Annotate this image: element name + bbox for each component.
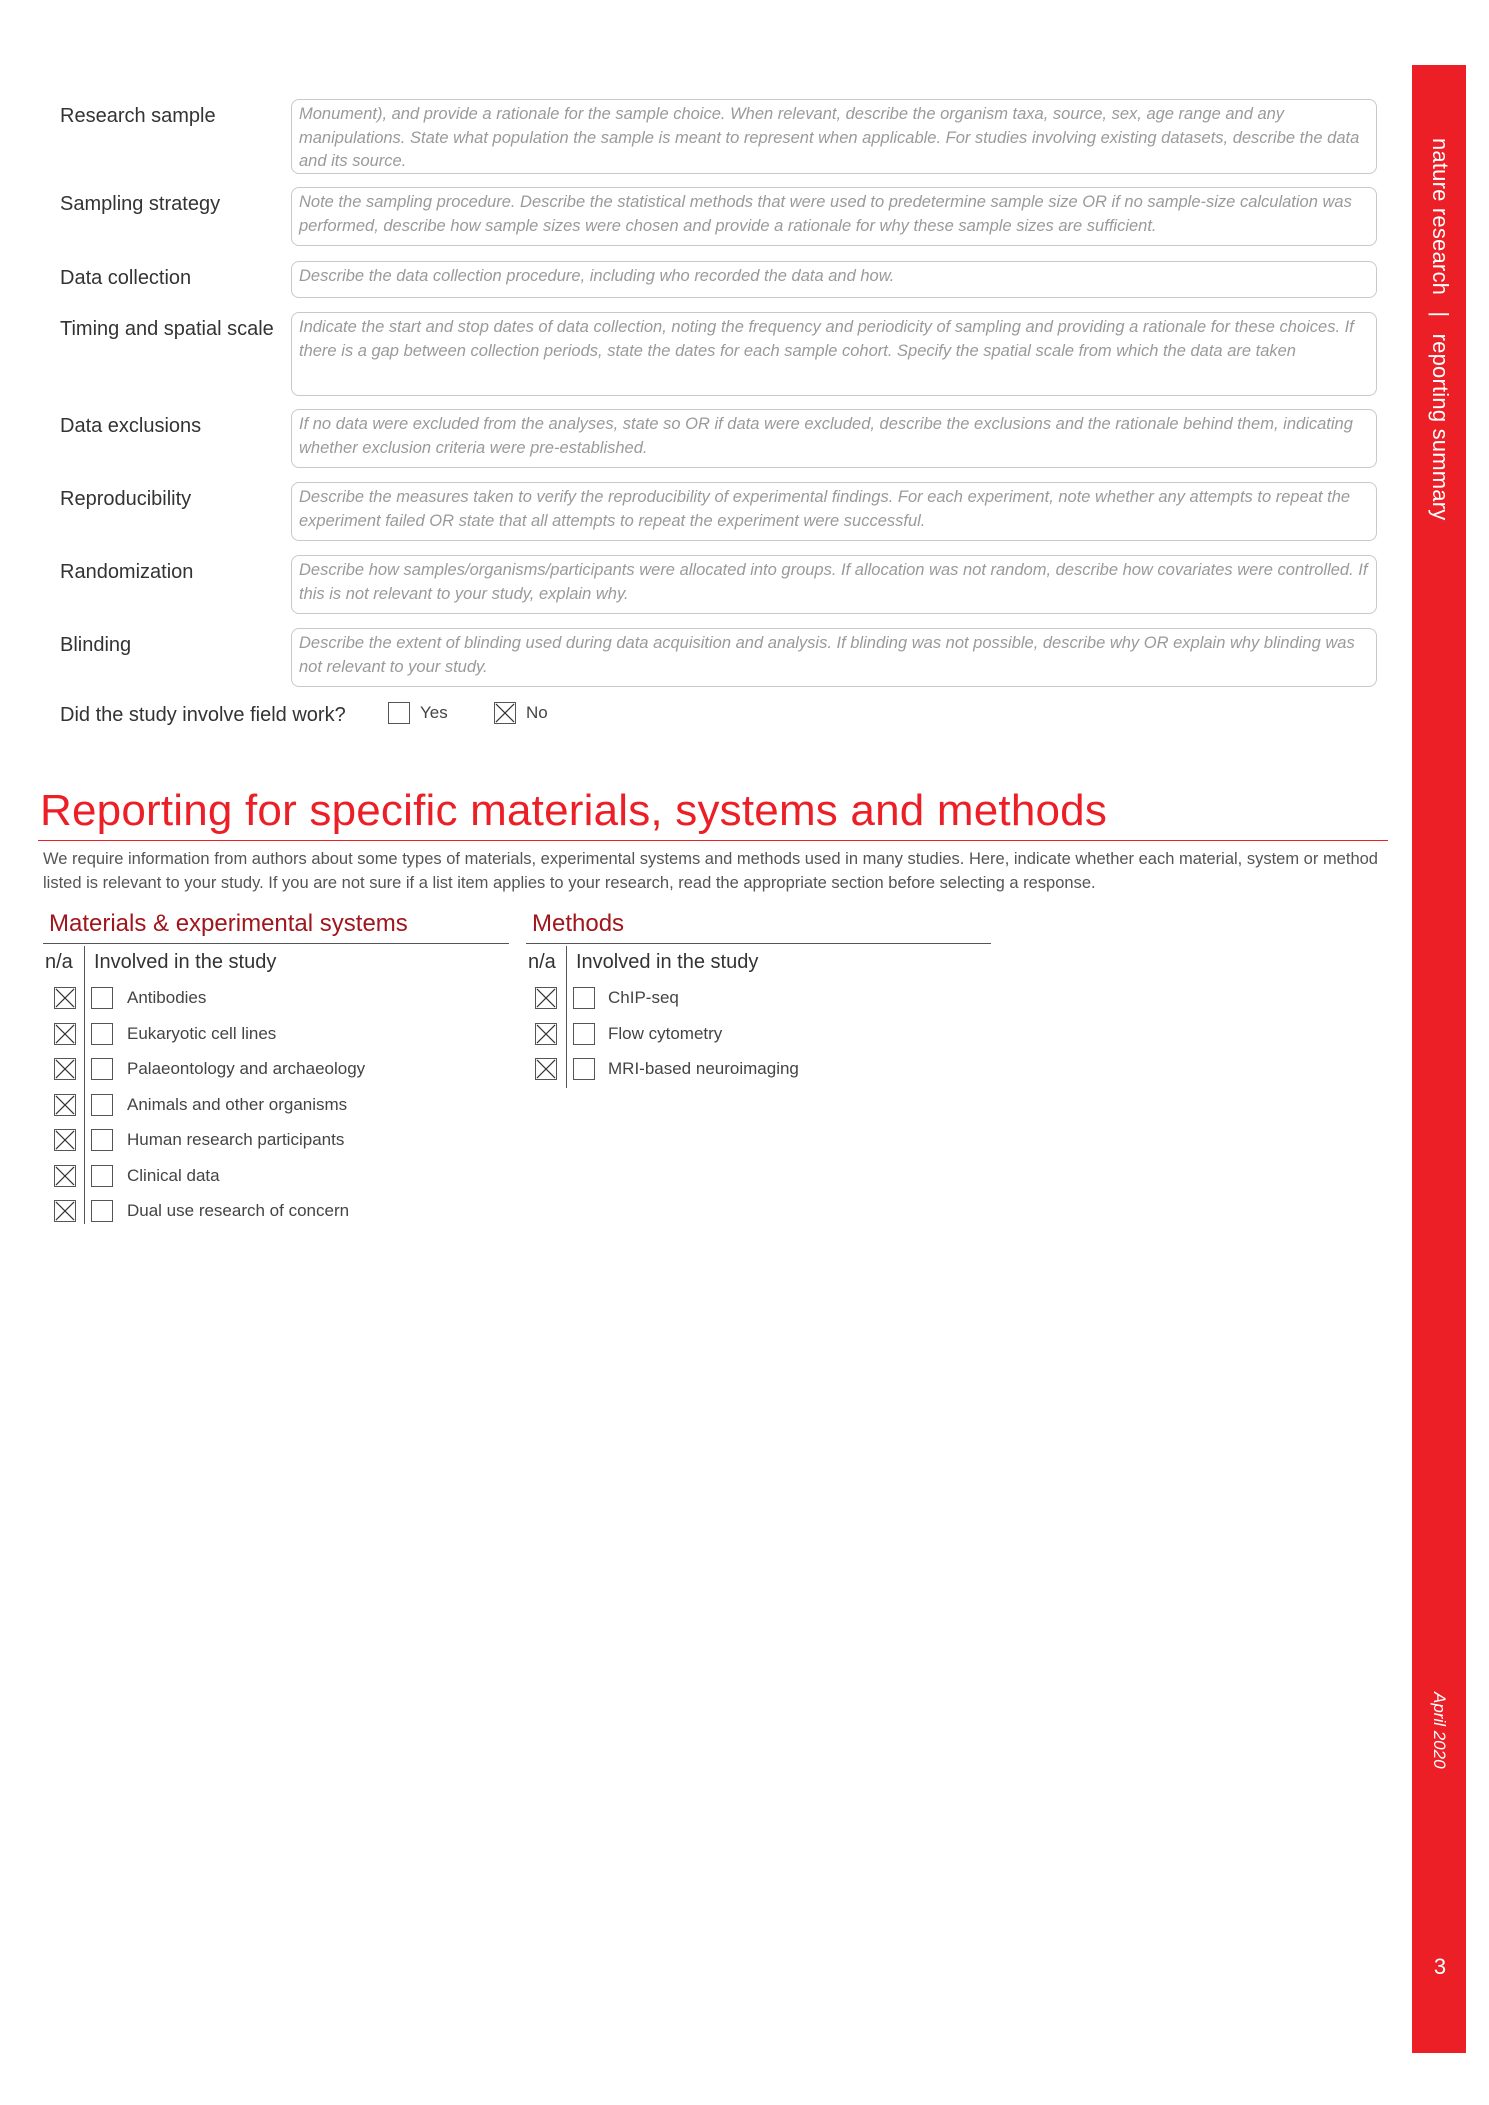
field-input[interactable]: Describe the data collection procedure, including who recorded the data and how. [291,261,1377,298]
methods-involved-checkbox[interactable] [573,987,595,1009]
page-number: 3 [1433,1954,1447,1979]
field-label: Blinding [60,634,132,656]
methods-item-label: ChIP-seq [608,988,679,1007]
materials-involved-checkbox[interactable] [91,987,113,1009]
materials-involved-checkbox[interactable] [91,1058,113,1080]
sidebar-title [1427,138,1453,520]
field-reproducibility [60,482,1380,541]
materials-na-checkbox[interactable] [54,1094,76,1116]
fieldwork-yes-label: Yes [420,703,448,722]
field-label: Data collection [60,267,192,289]
field-input[interactable]: Note the sampling procedure. Describe the statistical methods that were used to predetermine sample size OR if no sample-size calculation was performed, describe how sample sizes were chosen and provide a rationale for why these sample sizes are sufficient. [291,187,1377,246]
materials-item-label: Animals and other organisms [127,1094,348,1114]
methods-divider [526,943,991,944]
materials-item-label: Human research participants [127,1130,345,1149]
materials-na-checkbox[interactable] [54,987,76,1009]
fieldwork-no-label: No [526,703,548,722]
materials-title: Materials & experimental systems [49,910,408,937]
field-label: Data exclusions [60,415,202,437]
materials-item-label: Palaeontology and archaeology [127,1059,366,1078]
methods-na-checkbox[interactable] [535,1058,557,1080]
section-title: Reporting for specific materials, systems and methods [40,786,1108,835]
materials-na-checkbox[interactable] [54,1200,76,1222]
materials-involved-checkbox[interactable] [91,1165,113,1187]
document-name: reporting summary [1428,333,1453,521]
materials-col-na: n/a [45,951,73,973]
title-separator: | [1428,311,1453,318]
field-input[interactable]: If no data were excluded from the analyses, state so OR if data were excluded, describe the exclusions and the rationale behind them, indicating whether exclusion criteria were pre-established. [291,409,1377,468]
fieldwork-yes-checkbox[interactable] [388,702,410,724]
materials-involved-checkbox[interactable] [91,1023,113,1045]
field-research-sample [60,99,1380,174]
field-randomization [60,555,1380,614]
methods-involved-checkbox[interactable] [573,1023,595,1045]
materials-item-label: Eukaryotic cell lines [127,1023,277,1043]
materials-na-checkbox[interactable] [54,1023,76,1045]
materials-na-checkbox[interactable] [54,1129,76,1151]
methods-item-label: MRI-based neuroimaging [608,1059,799,1078]
fieldwork-question-text: Did the study involve field work? [60,704,346,726]
journal-name: nature research [1428,138,1453,296]
materials-column-divider [84,946,85,1224]
methods-column-divider [566,946,567,1088]
field-label: Sampling strategy [60,193,221,215]
materials-na-checkbox[interactable] [54,1165,76,1187]
materials-item-label: Antibodies [127,988,207,1007]
field-input[interactable]: Describe the measures taken to verify the reproducibility of experimental findings. For each experiment, note whether any attempts to repeat the experiment failed OR state that all attempts to repeat the experiment were successful. [291,482,1377,541]
fieldwork-no-checkbox[interactable] [494,702,516,724]
field-label: Reproducibility [60,488,192,510]
field-input[interactable]: Describe the extent of blinding used during data acquisition and analysis. If blinding was not possible, describe why OR explain why blinding was not relevant to your study. [291,628,1377,687]
materials-involved-checkbox[interactable] [91,1200,113,1222]
methods-col-involved: Involved in the study [576,951,759,973]
methods-item-label: Flow cytometry [608,1023,723,1043]
materials-item-label: Clinical data [127,1165,220,1185]
field-input[interactable]: Monument), and provide a rationale for the sample choice. When relevant, describe the organism taxa, source, sex, age range and any manipulations. State what population the sample is meant to represent when applicable. For studies involving existing datasets, describe the data and its source. [291,99,1377,174]
materials-col-involved: Involved in the study [94,951,277,973]
section-divider [38,840,1388,841]
materials-divider [43,943,509,944]
sidebar-date: April 2020 [1430,1692,1449,1769]
methods-na-checkbox[interactable] [535,987,557,1009]
field-input[interactable]: Describe how samples/organisms/participants were allocated into groups. If allocation was not random, describe how covariates were controlled. If this is not relevant to your study, explain why. [291,555,1377,614]
field-label: Research sample [60,105,216,127]
field-timing-spatial-scale [60,312,1380,396]
field-input[interactable]: Indicate the start and stop dates of data collection, noting the frequency and periodicity of sampling and providing a rationale for these choices. If there is a gap between collection periods, state the dates for each sample cohort. Specify the spatial scale from which the data are taken [291,312,1377,396]
materials-item-label: Dual use research of concern [127,1201,350,1220]
field-blinding [60,628,1380,687]
field-label: Timing and spatial scale [60,318,274,340]
methods-title: Methods [532,910,625,937]
materials-involved-checkbox[interactable] [91,1129,113,1151]
materials-na-checkbox[interactable] [54,1058,76,1080]
methods-na-checkbox[interactable] [535,1023,557,1045]
fieldwork-question [60,700,620,730]
materials-involved-checkbox[interactable] [91,1094,113,1116]
field-label: Randomization [60,561,194,583]
methods-involved-checkbox[interactable] [573,1058,595,1080]
section-intro: We require information from authors about some types of materials, experimental systems and methods used in many studies. Here, indicate whether each material, system or method listed is relevant to your study. If you are not sure if a list item applies to your research, read the appropriate section before selecting a response. [43,850,1378,892]
field-data-exclusions [60,409,1380,468]
field-sampling-strategy [60,187,1380,246]
field-data-collection [60,261,1380,298]
methods-col-na: n/a [528,951,556,973]
